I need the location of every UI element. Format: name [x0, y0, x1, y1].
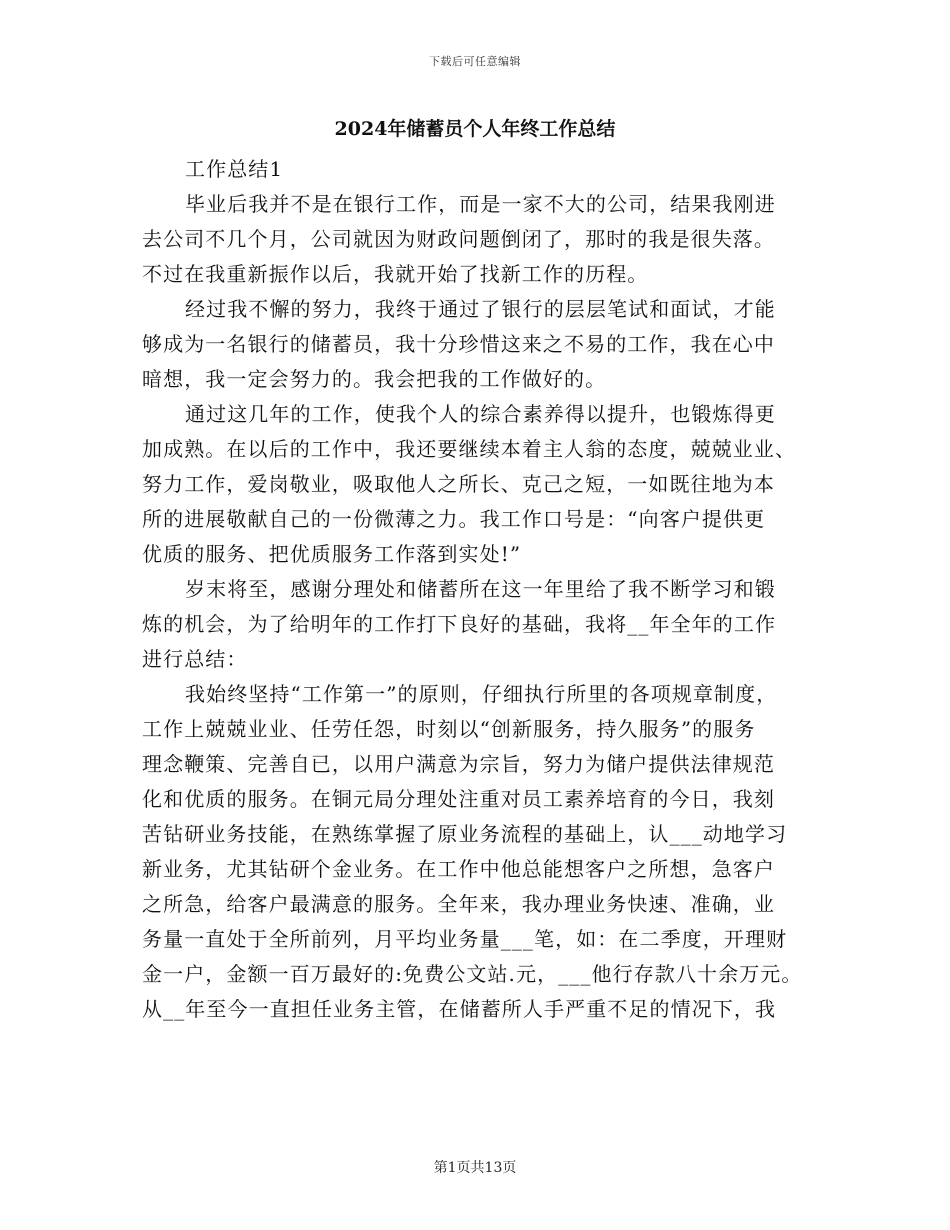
text-line: 务量一直处于全所前列，月平均业务量___笔，如：在二季度，开理财 [142, 927, 788, 951]
text-line: 加成熟。在以后的工作中，我还要继续本着主人翁的态度，兢兢业业、 [142, 437, 797, 461]
document-body [142, 152, 822, 1027]
text-line: 通过这几年的工作，使我个人的综合素养得以提升，也锻炼得更 [185, 402, 776, 426]
text-line: 工作上兢兢业业、任劳任怨，时刻以“创新服务，持久服务”的服务 [142, 717, 756, 741]
text-line: 努力工作，爱岗敬业，吸取他人之所长、克己之短，一如既往地为本 [142, 472, 775, 496]
text-line: 进行总结： [142, 647, 248, 671]
text-line: 所的进展敬献自己的一份微薄之力。我工作口号是：“向客户提供更 [142, 507, 766, 531]
page-footer: 第1页共13页 [433, 1160, 517, 1176]
text-line: 去公司不几个月，公司就因为财政问题倒闭了，那时的我是很失落。 [142, 227, 775, 251]
text-line: 炼的机会，为了给明年的工作打下良好的基础，我将__年全年的工作 [142, 612, 777, 636]
text-line: 我始终坚持“工作第一”的原则，仔细执行所里的各项规章制度， [185, 682, 778, 706]
text-line: 岁末将至，感谢分理处和储蓄所在这一年里给了我不断学习和锻 [185, 577, 776, 601]
text-line: 之所急，给客户最满意的服务。全年来，我办理业务快速、准确，业 [142, 892, 775, 916]
document-title: 2024年储蓄员个人年终工作总结 [334, 118, 616, 140]
text-line: 经过我不懈的努力，我终于通过了银行的层层笔试和面试，才能 [185, 297, 776, 321]
text-line: 苦钻研业务技能，在熟练掌握了原业务流程的基础上，认___动地学习 [142, 822, 788, 846]
text-line: 暗想，我一定会努力的。我会把我的工作做好的。 [142, 367, 607, 391]
text-line: 金一户，金额一百万最好的:免费公文站.元，___他行存款八十余万元。 [142, 962, 803, 986]
text-line: 够成为一名银行的储蓄员，我十分珍惜这来之不易的工作，我在心中 [142, 332, 775, 356]
text-line: 新业务，尤其钻研个金业务。在工作中他总能想客户之所想，急客户 [142, 857, 775, 881]
text-line: 工作总结1 [185, 157, 284, 181]
text-line: 从__年至今一直担任业务主管，在储蓄所人手严重不足的情况下，我 [142, 997, 777, 1021]
text-line: 优质的服务、把优质服务工作落到实处!” [142, 542, 522, 566]
text-line: 化和优质的服务。在铜元局分理处注重对员工素养培育的今日，我刻 [142, 787, 775, 811]
text-line: 理念鞭策、完善自已，以用户满意为宗旨，努力为储户提供法律规范 [142, 752, 775, 776]
text-line: 毕业后我并不是在银行工作，而是一家不大的公司，结果我刚进 [185, 192, 776, 216]
header-note: 下载后可任意编辑 [429, 55, 521, 68]
text-line: 不过在我重新振作以后，我就开始了找新工作的历程。 [142, 262, 649, 286]
